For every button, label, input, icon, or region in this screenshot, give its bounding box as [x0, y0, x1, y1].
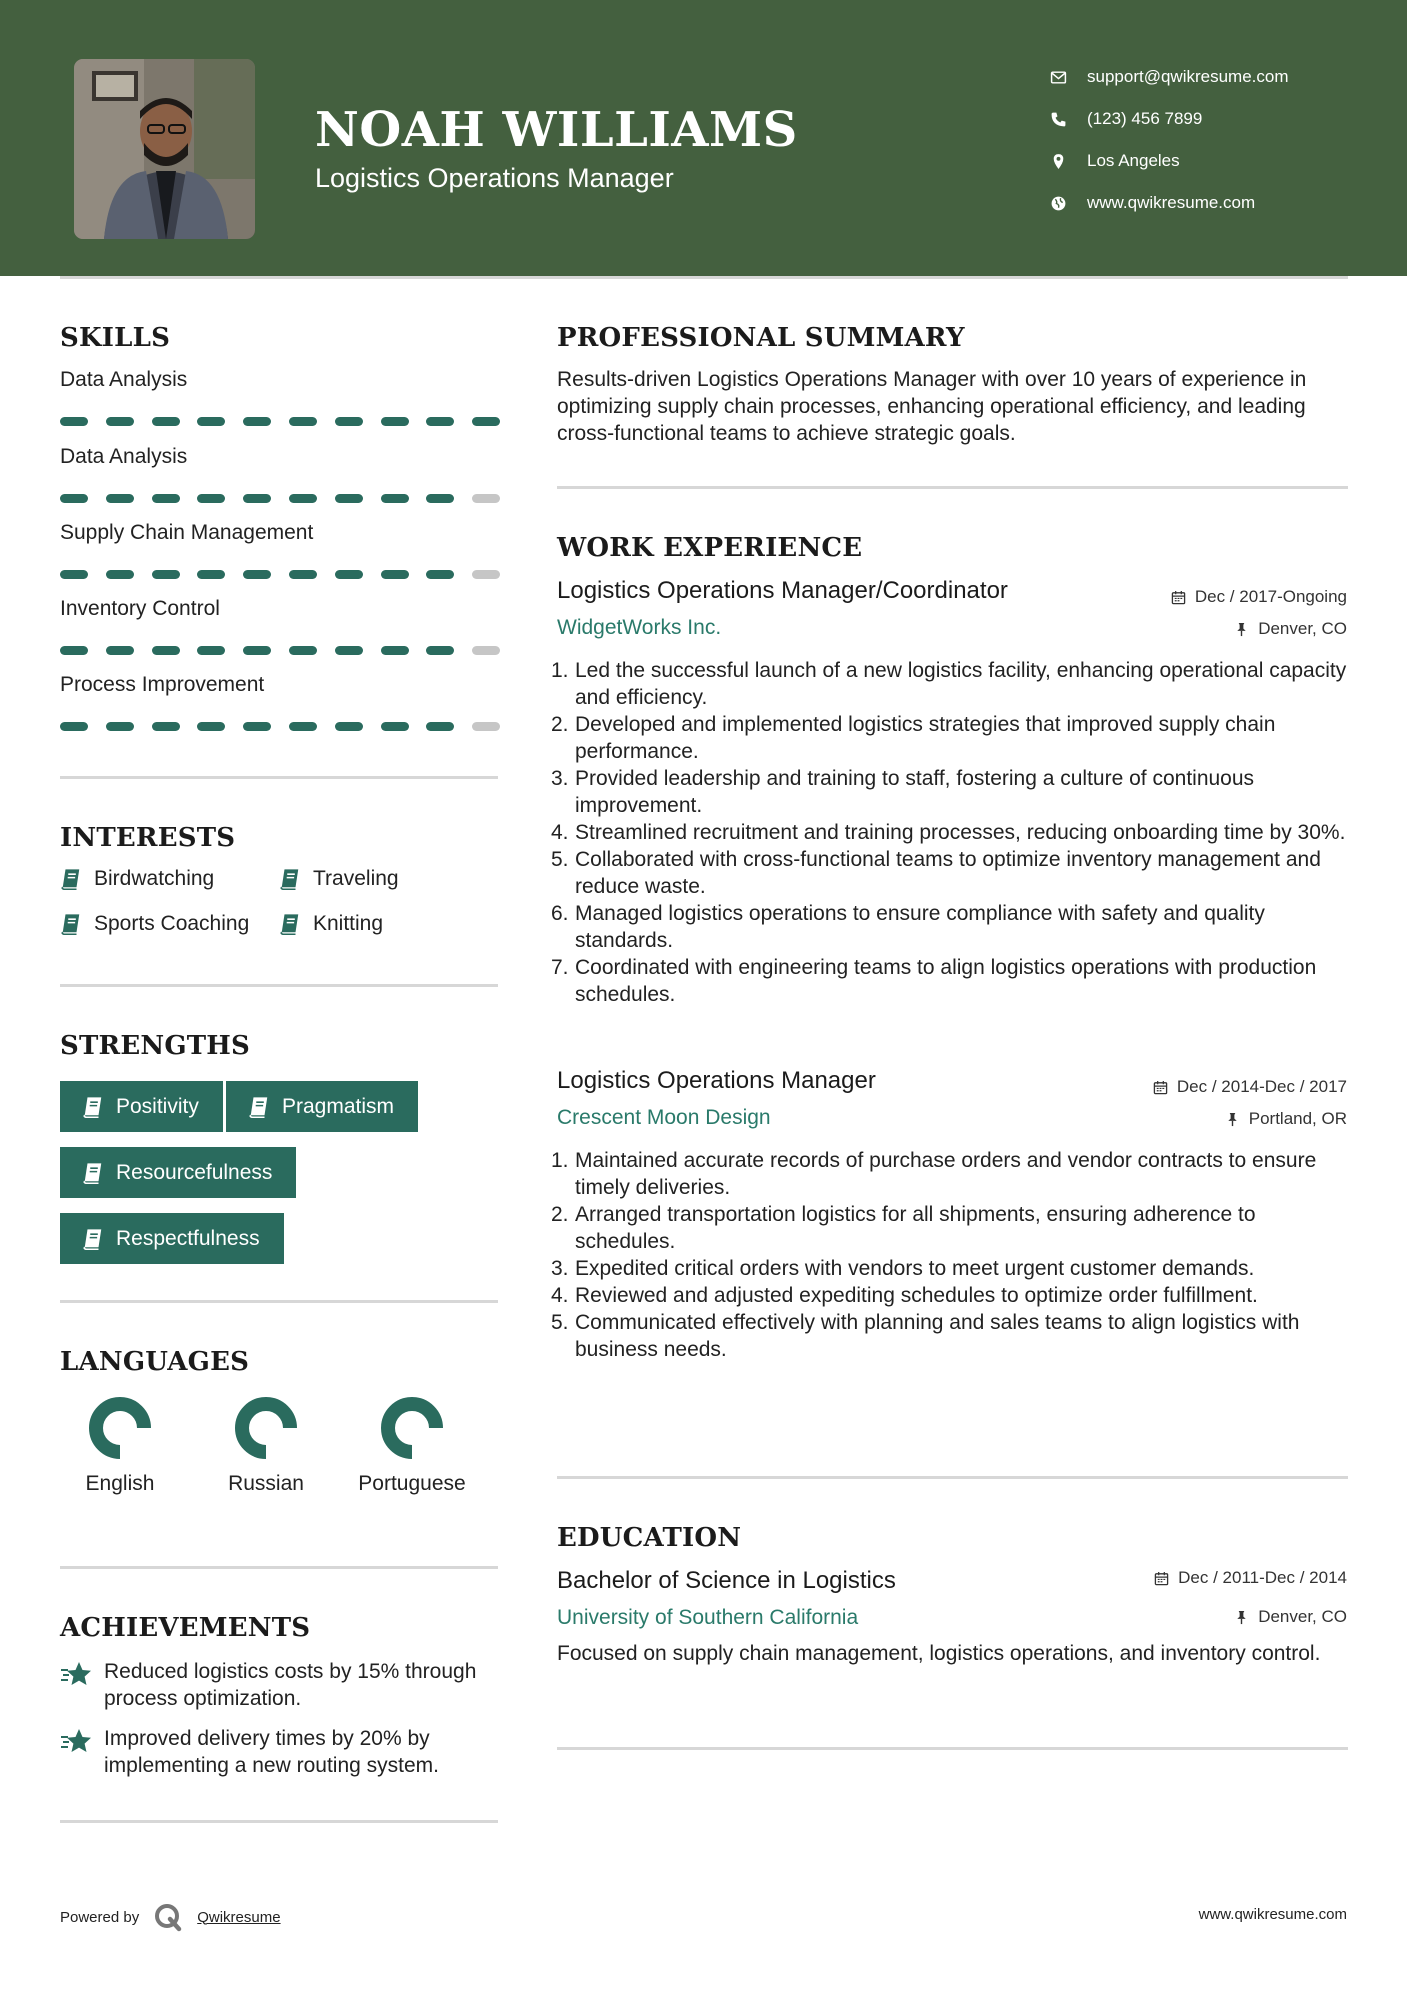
responsibility-item: 3. Provided leadership and training to staff, fostering a culture of continuous improvement.: [551, 767, 1255, 817]
skill-level-dash: [60, 646, 88, 655]
skill-level-dash: [243, 722, 271, 731]
skills-divider: [60, 776, 498, 779]
star-award-icon: [60, 1727, 92, 1757]
skill-level-dash: [60, 722, 88, 731]
interests-divider: [60, 984, 498, 987]
pushpin-icon: [1234, 622, 1249, 637]
skill-level-dash: [289, 722, 317, 731]
achievement-item: [60, 1725, 505, 1779]
contact-phone[interactable]: [1050, 98, 1289, 140]
resume-header: [0, 0, 1407, 276]
interest-item: [60, 867, 214, 891]
job-title: Logistics Operations Manager/Coordinator: [557, 577, 1008, 604]
profile-photo: [74, 59, 255, 239]
strengths-divider: [60, 1300, 498, 1303]
skill-level-dash: [243, 417, 271, 426]
skill-level-dash: [472, 722, 500, 731]
skill-level-dash: [335, 722, 363, 731]
contact-email[interactable]: [1050, 56, 1289, 98]
skill-name: Data Analysis: [60, 368, 188, 391]
contact-location-text: Los Angeles: [1087, 151, 1180, 170]
responsibility-item: 1. Led the successful launch of a new logistics facility, enhancing operational capacity and efficiency.: [551, 659, 1347, 709]
strengths-title: STRENGTHS: [60, 1031, 251, 1061]
skill-level-dash: [472, 646, 500, 655]
responsibility-item: 6. Managed logistics operations to ensure compliance with safety and quality standards.: [551, 902, 1265, 952]
education-dates-text: Dec / 2011-Dec / 2014: [1178, 1568, 1347, 1587]
skills-title: SKILLS: [60, 323, 171, 353]
calendar-icon: [1171, 590, 1186, 605]
interest-item: [60, 912, 249, 936]
skill-level-dash: [289, 646, 317, 655]
interest-item: [279, 867, 399, 891]
pushpin-icon: [1234, 1610, 1249, 1625]
book-icon: [82, 1096, 104, 1118]
interest-item: [279, 912, 383, 936]
skill-level-bar: [60, 646, 498, 655]
interest-label: Knitting: [313, 912, 384, 935]
job-dates-text: Dec / 2017-Ongoing: [1194, 587, 1347, 606]
school-name: University of Southern California: [557, 1606, 859, 1629]
skill-level-dash: [197, 570, 225, 579]
language-level-ring: [235, 1397, 297, 1459]
contact-location: [1050, 140, 1289, 182]
skill-name: Inventory Control: [60, 597, 220, 620]
achievements-divider: [60, 1820, 498, 1823]
strength-tag: [60, 1081, 223, 1132]
contact-list: [1050, 56, 1289, 224]
achievements-title: ACHIEVEMENTS: [60, 1613, 311, 1643]
skill-level-dash: [335, 417, 363, 426]
map-pin-icon: [1050, 153, 1087, 170]
skill-level-dash: [335, 646, 363, 655]
globe-icon: [1050, 195, 1087, 212]
skill-level-bar: [60, 494, 498, 503]
job-title: Logistics Operations Manager: [557, 1067, 876, 1094]
skill-name: Data Analysis: [60, 445, 188, 468]
skill-level-dash: [60, 417, 88, 426]
education-location-text: Denver, CO: [1258, 1607, 1347, 1626]
skill-level-dash: [289, 570, 317, 579]
education-title: EDUCATION: [557, 1523, 742, 1553]
language-item: [60, 1397, 180, 1497]
achievement-text: Reduced logistics costs by 15% through process optimization.: [104, 1660, 477, 1710]
summary-text: Results-driven Logistics Operations Manager with over 10 years of experience in optimizing supply chain processes, enhancing operational efficiency, and leading cross-functional teams to achieve strategic goals.: [557, 368, 1307, 445]
skill-level-dash: [60, 494, 88, 503]
company-name: Crescent Moon Design: [557, 1106, 771, 1129]
profile-photo-illustration: [74, 59, 255, 239]
strength-label: Positivity: [116, 1094, 199, 1118]
skill-level-dash: [197, 417, 225, 426]
phone-icon: [1050, 111, 1087, 128]
strength-label: Resourcefulness: [116, 1160, 273, 1184]
skill-level-dash: [472, 570, 500, 579]
job-dates: [1153, 1077, 1347, 1097]
education-description: Focused on supply chain management, logistics operations, and inventory control.: [557, 1642, 1321, 1665]
responsibility-item: 4. Reviewed and adjusted expediting schedules to optimize order fulfillment.: [551, 1284, 1258, 1307]
skill-level-dash: [152, 570, 180, 579]
skill-level-dash: [243, 646, 271, 655]
contact-website-text: www.qwikresume.com: [1087, 193, 1256, 212]
language-name: English: [85, 1472, 155, 1495]
interest-label: Sports Coaching: [94, 912, 250, 935]
achievement-item: [60, 1658, 505, 1712]
job-dates: [1171, 587, 1347, 607]
job-responsibilities: [551, 657, 1349, 1008]
book-icon: [60, 913, 82, 935]
contact-website[interactable]: [1050, 182, 1289, 224]
skill-level-dash: [335, 494, 363, 503]
contact-phone-text: (123) 456 7899: [1087, 109, 1203, 128]
skill-level-dash: [426, 722, 454, 731]
skill-level-dash: [106, 494, 134, 503]
responsibility-item: 5. Communicated effectively with planning and sales teams to align logistics with business needs.: [551, 1311, 1300, 1361]
skill-level-dash: [106, 646, 134, 655]
calendar-icon: [1153, 1080, 1168, 1095]
education-location: [1234, 1607, 1347, 1627]
language-level-ring: [381, 1397, 443, 1459]
skill-level-dash: [243, 494, 271, 503]
skill-level-dash: [381, 417, 409, 426]
book-icon: [82, 1162, 104, 1184]
responsibility-item: 7. Coordinated with engineering teams to align logistics operations with production schedules.: [551, 956, 1317, 1006]
skill-level-bar: [60, 417, 498, 426]
skill-level-dash: [243, 570, 271, 579]
skill-level-dash: [289, 494, 317, 503]
skill-level-dash: [472, 494, 500, 503]
job-location-text: Denver, CO: [1258, 619, 1347, 638]
skill-name: Process Improvement: [60, 673, 265, 696]
job-location: [1225, 1109, 1347, 1129]
responsibility-item: 2. Developed and implemented logistics strategies that improved supply chain performance.: [551, 713, 1276, 763]
powered-by-label: Powered by: [60, 1908, 140, 1926]
languages-title: LANGUAGES: [60, 1347, 250, 1377]
job-dates-text: Dec / 2014-Dec / 2017: [1176, 1077, 1347, 1096]
book-icon: [82, 1228, 104, 1250]
skill-level-dash: [472, 417, 500, 426]
experience-title: WORK EXPERIENCE: [557, 533, 863, 563]
responsibility-item: 2. Arranged transportation logistics for all shipments, ensuring adherence to schedules.: [551, 1203, 1256, 1253]
skill-level-dash: [289, 417, 317, 426]
responsibility-item: 1. Maintained accurate records of purchase orders and vendor contracts to ensure timely deliveries.: [551, 1149, 1317, 1199]
skill-level-dash: [426, 494, 454, 503]
skill-level-dash: [381, 570, 409, 579]
skill-level-dash: [106, 722, 134, 731]
header-divider: [60, 276, 1348, 279]
skill-name: Supply Chain Management: [60, 521, 314, 544]
summary-title: PROFESSIONAL SUMMARY: [557, 323, 965, 353]
education-divider: [557, 1747, 1348, 1750]
skill-level-dash: [335, 570, 363, 579]
qwikresume-logo-icon: [153, 1902, 183, 1932]
responsibility-item: 4. Streamlined recruitment and training processes, reducing onboarding time by 30%.: [551, 821, 1346, 844]
skill-level-bar: [60, 570, 498, 579]
strength-label: Pragmatism: [282, 1094, 395, 1118]
job-location-text: Portland, OR: [1248, 1109, 1347, 1128]
candidate-job-title: Logistics Operations Manager: [315, 163, 674, 193]
skill-level-dash: [381, 722, 409, 731]
language-item: [206, 1397, 326, 1497]
education-dates: [1154, 1568, 1347, 1588]
strength-tag: [226, 1081, 418, 1132]
strength-label: Respectfulness: [116, 1226, 260, 1250]
skill-level-dash: [152, 722, 180, 731]
envelope-icon: [1050, 69, 1087, 86]
contact-email-text: support@qwikresume.com: [1087, 67, 1289, 86]
skill-level-bar: [60, 722, 498, 731]
interests-title: INTERESTS: [60, 823, 236, 853]
qwikresume-link[interactable]: Qwikresume: [197, 1908, 281, 1926]
book-icon: [60, 868, 82, 890]
skill-level-dash: [381, 646, 409, 655]
language-name: Portuguese: [358, 1472, 466, 1495]
job-responsibilities: [551, 1147, 1349, 1363]
experience-divider: [557, 1476, 1348, 1479]
job-location: [1234, 619, 1347, 639]
responsibility-item: 3. Expedited critical orders with vendors to meet urgent customer demands.: [551, 1257, 1255, 1280]
footer-website[interactable]: www.qwikresume.com: [1198, 1906, 1347, 1923]
book-icon: [248, 1096, 270, 1118]
skill-level-dash: [152, 417, 180, 426]
skill-level-dash: [106, 417, 134, 426]
strength-tag: [60, 1213, 284, 1264]
skill-level-dash: [152, 494, 180, 503]
strength-tag: [60, 1147, 296, 1198]
skill-level-dash: [426, 417, 454, 426]
skill-level-dash: [426, 646, 454, 655]
language-name: Russian: [228, 1472, 304, 1495]
skill-level-dash: [381, 494, 409, 503]
languages-divider: [60, 1566, 498, 1569]
book-icon: [279, 913, 301, 935]
skill-level-dash: [197, 646, 225, 655]
company-name: WidgetWorks Inc.: [557, 616, 722, 639]
responsibility-item: 5. Collaborated with cross-functional teams to optimize inventory management and reduce waste.: [551, 848, 1321, 898]
skill-level-dash: [426, 570, 454, 579]
skill-level-dash: [152, 646, 180, 655]
skill-level-dash: [197, 722, 225, 731]
summary-divider: [557, 486, 1348, 489]
star-award-icon: [60, 1660, 92, 1690]
footer-powered-by: [60, 1902, 281, 1932]
interest-label: Traveling: [313, 867, 399, 890]
achievement-text: Improved delivery times by 20% by implementing a new routing system.: [104, 1727, 439, 1777]
skill-level-dash: [60, 570, 88, 579]
candidate-name: NOAH WILLIAMS: [315, 102, 798, 158]
language-level-ring: [89, 1397, 151, 1459]
skill-level-dash: [197, 494, 225, 503]
pushpin-icon: [1225, 1112, 1240, 1127]
language-item: [352, 1397, 472, 1497]
skill-level-dash: [106, 570, 134, 579]
interest-label: Birdwatching: [94, 867, 215, 890]
calendar-icon: [1154, 1571, 1169, 1586]
degree-title: Bachelor of Science in Logistics: [557, 1567, 896, 1594]
book-icon: [279, 868, 301, 890]
